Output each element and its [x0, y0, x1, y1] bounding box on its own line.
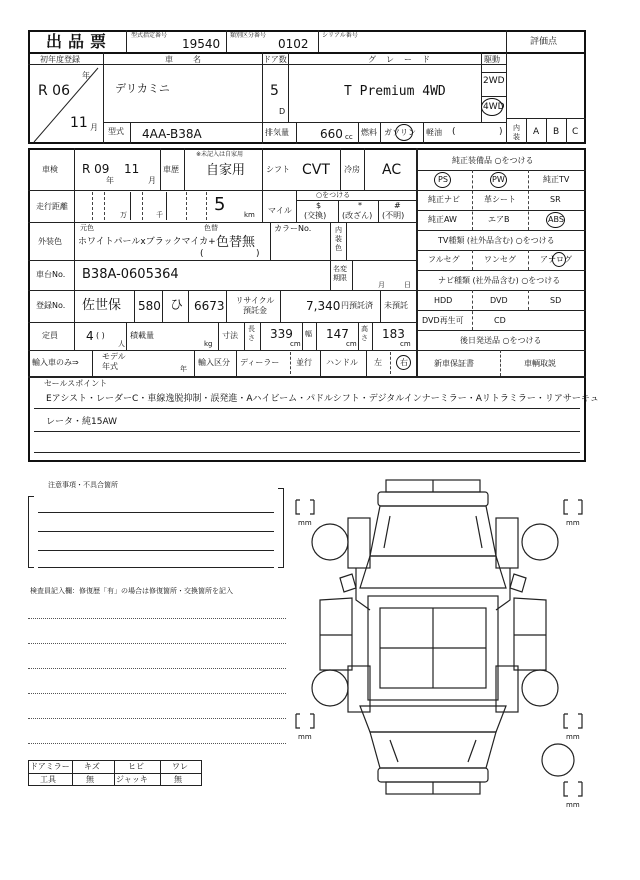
inspection-label: 車検: [42, 165, 58, 174]
equip-tv: 純正TV: [543, 175, 570, 184]
handle-right: 右: [400, 358, 408, 367]
color-repaint-value: 色替無: [216, 235, 256, 250]
displacement-value: 660: [320, 127, 343, 141]
fuel-paren-open: (: [452, 127, 456, 137]
mile-label: マイル: [268, 206, 292, 215]
first-reg-month: 11: [70, 115, 88, 131]
equip-oneseg: ワンセグ: [484, 255, 516, 264]
equip-ps: PS: [438, 175, 448, 184]
inspection-value: R 09: [82, 162, 110, 176]
category-label: 類別区分番号: [230, 32, 267, 39]
parts-jack: ジャッキ: [116, 775, 148, 784]
equip-ps-circle: [434, 172, 451, 188]
change-deadline-label: 名変期限: [333, 265, 347, 282]
mileage-label: 走行距離: [36, 202, 68, 211]
equip-navi: 純正ナビ: [428, 195, 460, 204]
registration-class: 580: [138, 299, 161, 313]
equip-aw: 純正AW: [428, 215, 457, 224]
parts-door-mirror: ドアミラー: [30, 762, 70, 771]
equip-dvd: DVD: [490, 296, 508, 305]
rating-label: 評価点: [530, 37, 558, 47]
interior-color-label: 内装色: [335, 226, 342, 252]
dims-label: 寸法: [222, 331, 238, 340]
displacement-label: 排気量: [265, 128, 289, 137]
model-label: 型式: [108, 127, 124, 136]
drive-label: 駆動: [484, 55, 500, 64]
change-month-mark: 月: [378, 281, 385, 289]
width-cm: cm: [346, 340, 357, 348]
equip-warranty: 新車保証書: [434, 359, 474, 368]
drive-4wd-circle: [481, 98, 503, 116]
parts-jack-value: 無: [174, 775, 182, 784]
equip-cd: CD: [494, 316, 506, 325]
mileage-km: km: [244, 211, 255, 219]
registration-kana: ひ: [170, 298, 184, 313]
mileage-unknown-sym: #: [394, 201, 401, 210]
first-reg-label: 初年度登録: [40, 55, 80, 64]
equip-abs-circle: [546, 212, 565, 228]
drive-2wd: 2WD: [483, 76, 505, 86]
page-title: 出品票: [46, 32, 113, 51]
model-year-label: モデル年式: [102, 352, 126, 371]
mm-spare: mm: [566, 801, 580, 809]
category-value: 0102: [278, 37, 309, 51]
ac-value: AC: [382, 162, 402, 178]
car-name-value: デリカミニ: [115, 82, 170, 95]
fuel-label: 燃料: [361, 128, 377, 137]
category-history-label: 車歴: [163, 165, 179, 174]
equip-hdd: HDD: [434, 296, 453, 305]
equip-analog-circle: [552, 252, 566, 267]
color-original-label: 元色: [80, 224, 94, 232]
serial-label: シリアル番号: [322, 32, 358, 39]
equip-dvd-play: DVD再生可: [422, 316, 464, 325]
height-label: 高さ: [361, 325, 368, 342]
equip-pw: PW: [492, 175, 505, 184]
parts-scratch: キズ: [84, 762, 100, 771]
import-label: 輸入車のみ⇒: [32, 358, 79, 367]
interior-grade-b: B: [553, 127, 560, 137]
mm-front-left: mm: [298, 519, 312, 527]
model-value: 4AA-B38A: [142, 127, 202, 141]
mm-rear-left: mm: [298, 733, 312, 741]
mileage-tamper-sym: *: [358, 201, 362, 210]
model-cert-value: 19540: [182, 37, 221, 51]
equip-airbag: エアB: [488, 215, 510, 224]
capacity-label: 定員: [42, 331, 58, 340]
width-label: 幅: [305, 330, 312, 338]
mileage-exchange-sym: $: [316, 201, 322, 210]
equip-later: 後日発送品 ○をつける: [460, 336, 542, 345]
model-year-mark: 年: [180, 365, 187, 373]
height-value: 183: [382, 327, 405, 341]
car-name-label: 車名: [165, 55, 221, 64]
length-label: 長さ: [248, 325, 255, 342]
notes-bracket-right: [278, 488, 284, 568]
doors-label: ドア数: [263, 55, 287, 64]
sales-line1: Eアシスト・レーダーC・車線逸脱抑制・誤発進・Aハイビーム・パドルシフト・デジタルインナーミラー・Aリトラミラー・リアサーキュ: [46, 394, 599, 404]
ac-label: 冷房: [344, 165, 360, 174]
capacity-value: 4: [86, 329, 94, 343]
category-note: ※未記入は自家用: [196, 151, 244, 158]
handle-label: ハンドル: [326, 358, 358, 367]
sales-label: セールスポイント: [44, 379, 108, 388]
chassis-value: B38A-0605364: [82, 267, 179, 282]
shift-value: CVT: [302, 162, 330, 178]
height-cm: cm: [400, 340, 411, 348]
color-original-value: ホワイトパールxブラックマイカ+: [78, 237, 216, 247]
registration-number: 6673: [194, 299, 225, 313]
mileage-unknown-label: (不明): [382, 211, 405, 220]
equip-manual: 車輌取説: [524, 359, 556, 368]
first-reg-era: R 06: [38, 83, 70, 99]
mm-front-right: mm: [566, 519, 580, 527]
chassis-label: 車台No.: [36, 270, 66, 279]
category-history-value: 自家用: [206, 163, 246, 178]
length-cm: cm: [290, 340, 301, 348]
inspection-month: 11: [124, 162, 140, 176]
color-label: 外装色: [38, 237, 62, 246]
equip-abs: ABS: [548, 215, 564, 224]
first-reg-year-mark: 年: [82, 71, 90, 80]
handle-right-circle: [396, 355, 411, 370]
interior-label: 内装: [513, 124, 520, 141]
equip-sunroof: SR: [550, 195, 561, 204]
equip-tv-type: TV種類 (社外品含む) ○をつける: [438, 236, 555, 245]
inspection-year-mark: 年: [106, 176, 114, 185]
mileage-tamper-label: (改ざん): [342, 211, 373, 220]
notes-title: 注意事項・不具合箇所: [48, 481, 118, 489]
length-value: 339: [270, 327, 293, 341]
width-value: 147: [326, 327, 349, 341]
import-dealer: ディーラー: [240, 358, 280, 367]
import-division-label: 輸入区分: [198, 358, 230, 367]
equip-navi-type: ナビ種類 (社外品含む) ○をつける: [438, 276, 561, 285]
fuel-gasoline-circle: [395, 124, 413, 141]
recycle-unpaid: 未預託: [384, 301, 408, 310]
recycle-unit: 円預託済: [341, 301, 373, 310]
notes-bracket-left: [28, 496, 34, 568]
equip-sd: SD: [550, 296, 562, 305]
parts-tool: 工具: [40, 775, 56, 784]
recycle-value: 7,340: [306, 299, 341, 313]
mileage-exchange-label: (交換): [304, 211, 327, 220]
inspection-month-mark: 月: [148, 176, 156, 185]
capacity-person: 人: [118, 340, 125, 348]
parts-break: ワレ: [172, 762, 188, 771]
import-parallel: 並行: [296, 358, 312, 367]
shift-label: シフト: [266, 165, 290, 174]
interior-grade-c: C: [572, 127, 579, 137]
doors-suffix: D: [279, 107, 286, 116]
equip-leather: 革シート: [484, 195, 516, 204]
fuel-paren-close: ): [499, 127, 503, 137]
inspector-note: 検査員記入欄：修復歴「有」の場合は修復箇所・交換箇所を記入: [30, 587, 233, 595]
equipment-header: 純正装備品 ○をつける: [452, 156, 534, 165]
first-reg-diagonal: [28, 64, 104, 144]
equip-fullseg: フルセグ: [428, 255, 460, 264]
sales-line2: レータ・純15AW: [46, 417, 118, 427]
mileage-digit: 5: [214, 194, 226, 215]
parts-tool-value: 無: [86, 775, 94, 784]
grade-label: グレード: [368, 55, 440, 64]
load-label: 積載量: [130, 331, 154, 340]
equip-analog: アナログ: [540, 255, 572, 264]
change-day-mark: 日: [404, 281, 411, 289]
drive-4wd: 4WD: [483, 102, 505, 112]
equip-pw-circle: [490, 172, 507, 188]
fuel-gasoline: ガソリン: [384, 128, 416, 137]
fuel-diesel: 軽油: [426, 128, 442, 137]
car-diagram: [290, 470, 600, 810]
mileage-man: 万: [120, 211, 127, 219]
mileage-sen: 千: [156, 211, 163, 219]
interior-grade-a: A: [533, 127, 540, 137]
registration-area: 佐世保: [82, 298, 122, 313]
mm-rear-right: mm: [566, 733, 580, 741]
mileage-mark-note: ○をつける: [316, 191, 351, 199]
doors-value: 5: [270, 83, 279, 99]
capacity-paren: ( ): [96, 331, 105, 340]
first-reg-month-mark: 月: [90, 123, 98, 132]
recycle-label: リサイクル預託金: [235, 296, 275, 315]
color-no-label: カラーNo.: [274, 224, 312, 233]
color-paren-close: ): [256, 249, 260, 259]
color-repaint-label: 色替: [204, 224, 218, 232]
color-paren-open: (: [200, 249, 204, 259]
handle-left: 左: [374, 358, 382, 367]
parts-crack: ヒビ: [128, 762, 144, 771]
registration-label: 登録No.: [36, 301, 66, 310]
displacement-cc: cc: [345, 133, 353, 141]
load-kg: kg: [204, 340, 213, 348]
model-cert-label: 型式指定番号: [131, 32, 168, 39]
grade-value: T Premium 4WD: [344, 84, 446, 99]
